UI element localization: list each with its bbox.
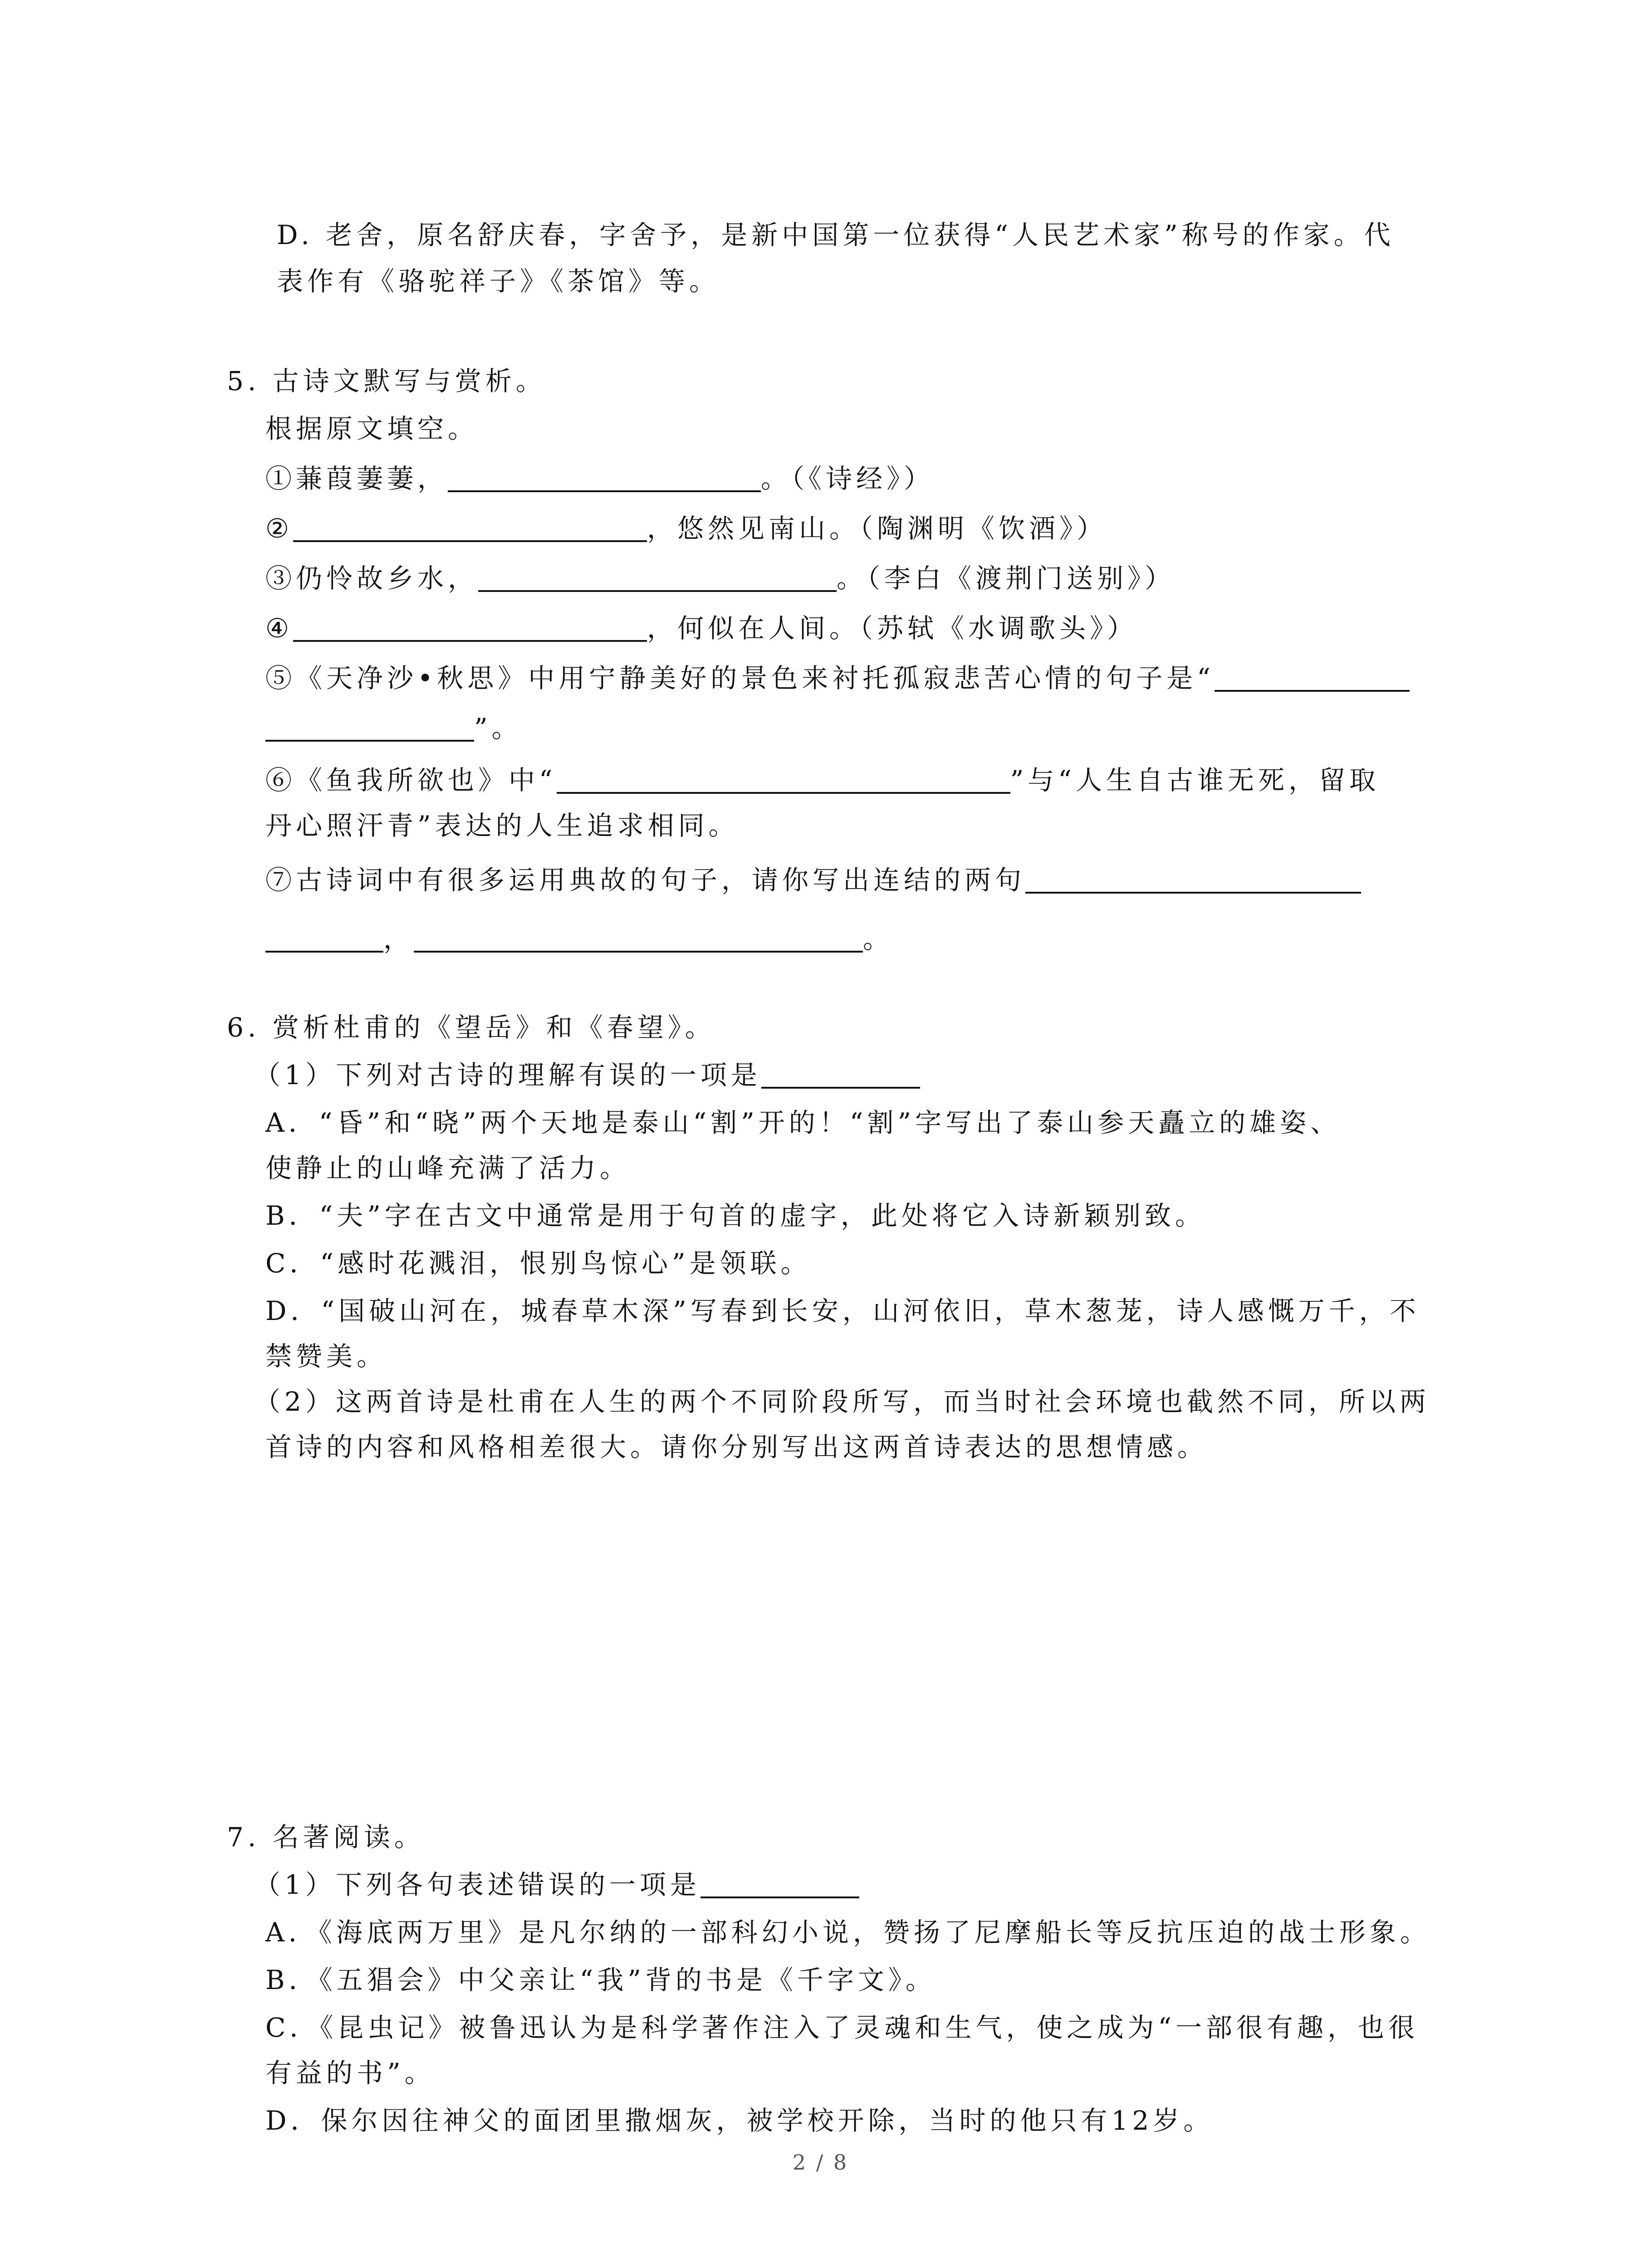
q4-option-d-line2: 表作有《骆驼祥子》《茶馆》等。 bbox=[277, 266, 720, 297]
q7-option-b: B．《五猖会》中父亲让“我”背的书是《千字文》。 bbox=[265, 1965, 936, 1995]
q5-item7-end: 。 bbox=[863, 924, 894, 954]
q6-title: 6. 赏析杜甫的《望岳》和《春望》。 bbox=[227, 1012, 715, 1043]
q5-item5-blank-b[interactable] bbox=[265, 714, 474, 742]
q6-option-d-line1: D．“国破山河在，城春草木深”写春到长安，山河依旧，草木葱茏，诗人感慨万千，不 bbox=[265, 1295, 1420, 1326]
q5-item5 bbox=[265, 660, 1410, 696]
q6-part1 bbox=[254, 1057, 920, 1093]
q5-item6 bbox=[265, 762, 1380, 798]
q5-item2-text: ② bbox=[265, 513, 293, 544]
q6-part2-line1: （2）这两首诗是杜甫在人生的两个不同阶段所写，而当时社会环境也截然不同，所以两 bbox=[254, 1386, 1430, 1417]
page-number: 2 / 8 bbox=[792, 2150, 849, 2175]
q5-title: 5. 古诗文默写与赏析。 bbox=[227, 366, 546, 396]
q5-intro: 根据原文填空。 bbox=[265, 413, 479, 444]
q5-item7 bbox=[265, 862, 1361, 898]
q5-item1-text: ①蒹葭萋萋， bbox=[265, 463, 448, 494]
q5-item5-blank-a[interactable] bbox=[1215, 664, 1410, 692]
q7-part1-text: （1）下列各句表述错误的一项是 bbox=[254, 1869, 700, 1900]
q6-option-b: B．“夫”字在古文中通常是用于句首的虚字，此处将它入诗新颖别致。 bbox=[265, 1200, 1205, 1231]
q7-part1 bbox=[254, 1867, 859, 1903]
q5-item4 bbox=[265, 610, 1137, 646]
q7-part1-blank[interactable] bbox=[700, 1870, 859, 1898]
q5-item2 bbox=[265, 510, 1107, 547]
q5-item6-cont: 丹心照汗青”表达的人生追求相同。 bbox=[265, 810, 739, 841]
q7-option-a: A．《海底两万里》是凡尔纳的一部科幻小说，赞扬了尼摩船长等反抗压迫的战士形象。 bbox=[265, 1917, 1430, 1948]
q5-item6-text: ⑥《鱼我所欲也》中“ bbox=[265, 765, 557, 796]
q6-option-a-line2: 使静止的山峰充满了活力。 bbox=[265, 1153, 631, 1183]
q5-item7-blank-a[interactable] bbox=[1025, 865, 1361, 894]
q7-title: 7. 名著阅读。 bbox=[227, 1822, 425, 1853]
q5-item4-text: ④ bbox=[265, 613, 293, 644]
q5-item4-blank[interactable] bbox=[293, 614, 647, 642]
q5-item5-cont bbox=[265, 710, 522, 746]
q6-part1-text: （1）下列对古诗的理解有误的一项是 bbox=[254, 1060, 761, 1090]
q5-item7-comma: ， bbox=[383, 924, 414, 954]
q5-item5-text: ⑤《天净沙•秋思》中用宁静美好的景色来衬托孤寂悲苦心情的句子是“ bbox=[265, 663, 1215, 694]
q5-item6-blank[interactable] bbox=[557, 766, 1010, 794]
q6-part1-blank[interactable] bbox=[761, 1061, 920, 1089]
q6-option-c: C．“感时花溅泪，恨别鸟惊心”是领联。 bbox=[265, 1248, 811, 1279]
q7-option-c-line2: 有益的书”。 bbox=[265, 2058, 435, 2088]
q6-part2-line2: 首诗的内容和风格相差很大。请你分别写出这两首诗表达的思想情感。 bbox=[265, 1432, 1208, 1462]
q5-item7-blank-b[interactable] bbox=[265, 924, 383, 953]
q5-item1 bbox=[265, 460, 934, 497]
q5-item7-blank-c[interactable] bbox=[414, 924, 863, 953]
q5-item1-source: 。（《诗经》） bbox=[761, 463, 935, 494]
q5-item4-source: ，何似在人间。（苏轼《水调歌头》） bbox=[647, 613, 1138, 644]
q5-item3-blank[interactable] bbox=[478, 564, 837, 592]
q4-option-d-line1: D. 老舍，原名舒庆春，字舍予，是新中国第一位获得“人民艺术家”称号的作家。代 bbox=[277, 220, 1395, 250]
q7-option-c-line1: C．《昆虫记》被鲁迅认为是科学著作注入了灵魂和生气，使之成为“一部很有趣，也很 bbox=[265, 2012, 1419, 2043]
q6-option-d-line2: 禁赞美。 bbox=[265, 1341, 387, 1372]
q6-option-a-line1: A．“昏”和“晓”两个天地是泰山“割”开的！“割”字写出了泰山参天矗立的雄姿、 bbox=[265, 1107, 1341, 1138]
q5-item3 bbox=[265, 560, 1175, 596]
q5-item3-source: 。（李白《渡荆门送别》） bbox=[837, 563, 1176, 594]
q5-item7-text: ⑦古诗词中有很多运用典故的句子，请你写出连结的两句 bbox=[265, 865, 1026, 895]
q5-item2-source: ，悠然见南山。（陶渊明《饮酒》） bbox=[647, 513, 1107, 544]
q5-item5-end: ”。 bbox=[474, 713, 522, 743]
q5-item1-blank[interactable] bbox=[448, 464, 761, 492]
q5-item7-cont bbox=[265, 921, 893, 957]
q5-item2-blank[interactable] bbox=[293, 514, 647, 542]
q7-option-d: D．保尔因往神父的面团里撒烟灰，被学校开除，当时的他只有12岁。 bbox=[265, 2105, 1214, 2136]
q5-item6-after: ”与“人生自古谁无死，留取 bbox=[1010, 765, 1380, 796]
q5-item3-text: ③仍怜故乡水， bbox=[265, 563, 479, 594]
